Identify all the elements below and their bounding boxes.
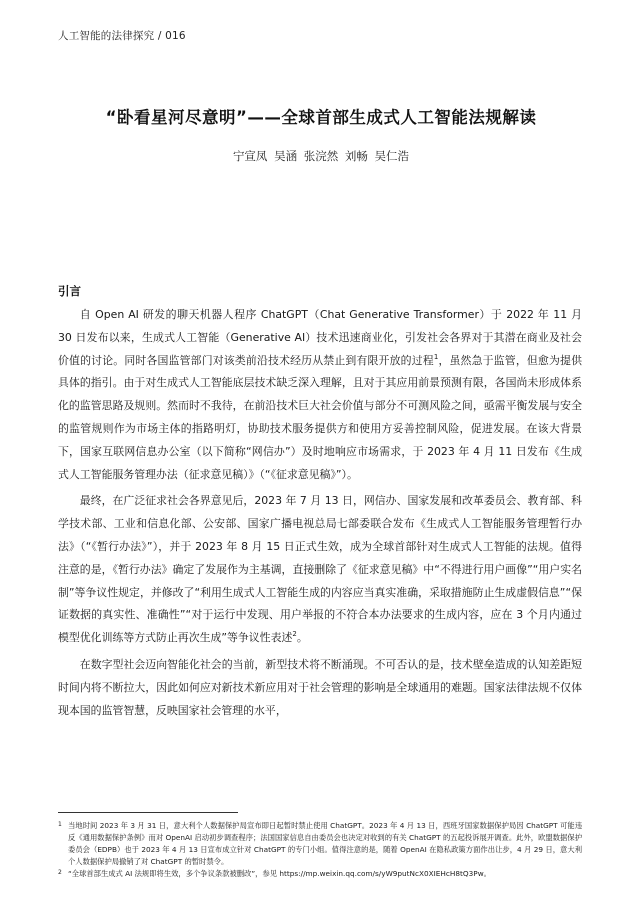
paragraph-3 bbox=[58, 654, 582, 722]
footnote-mark: 1 bbox=[58, 821, 62, 828]
author-list: 宁宣凤 吴涵 张浣然 刘畅 吴仁浩 bbox=[232, 149, 410, 163]
paragraph-text: 自 Open AI 研发的聊天机器人程序 ChatGPT（Chat Generative Transformer）于 2022 年 11 月 30 日发布以来，生成式人工智能（Generative AI）技术迅速商业化，引发社会各界对于其潜在商业及社会价值的讨论。同时各国监管部门对该类前沿技术经历从禁止到有限开放的过程 bbox=[58, 308, 582, 367]
paragraph-2 bbox=[58, 490, 582, 650]
article-title: “卧看星河尽意明”——全球首部生成式人工智能法规解读 bbox=[105, 108, 537, 127]
footnotes bbox=[58, 820, 582, 880]
body-text bbox=[58, 304, 582, 726]
footnote-1 bbox=[58, 820, 582, 868]
footnote-mark: 2 bbox=[58, 869, 62, 876]
paragraph-text: 最终，在广泛征求社会各界意见后，2023 年 7 月 13 日，网信办、国家发展和改革委员会、教育部、科学技术部、工业和信息化部、公安部、国家广播电视总局七部委联合发布《生成式人工智能服务管理暂行办法》（“《暂行办法》”），并于 2023 年 8 月 15 日正式生效，成为全球首部针对生成式人工智能的法规。值得注意的是，《暂行办法》确定了发展作为主基调，直接删除了《征求意见稿》中“不得进行用户画像”“用户实名制”等争议性规定，并修改了“利用生成式人工智能生成的内容应当真实准确，采取措施防止生成虚假信息”“保证数据的真实性、准确性”“对于运行中发现、用户举报的不符合本办法要求的生成内容，应在 3 个月内通过模型优化训练等方式防止再次生成”等争议性表述 bbox=[58, 494, 582, 645]
footnote-2 bbox=[58, 868, 582, 880]
footnote-ref[interactable]: 1 bbox=[433, 352, 439, 361]
footnote-ref[interactable]: 2 bbox=[292, 630, 297, 639]
footnote-text: “全球首部生成式 AI 法规即将生效，多个争议条款被删改”，参见 https://mp.weixin.qq.com/s/yW9putNcX0XIEHcH8tQ3Pw。 bbox=[68, 869, 491, 878]
paragraph-text: 。 bbox=[296, 631, 308, 645]
footnote-divider bbox=[58, 812, 238, 813]
section-heading: 引言 bbox=[58, 284, 81, 298]
running-head: 人工智能的法律探究 / 016 bbox=[58, 30, 186, 42]
paragraph-1 bbox=[58, 304, 582, 486]
paragraph-text: 在数字型社会迈向智能化社会的当前，新型技术将不断涌现。不可否认的是，技术壁垒造成的认知差距短时间内将不断拉大，因此如何应对新技术新应用对于社会管理的影响是全球通用的难题。国家法律法规不仅体现本国的监管智慧，反映国家社会管理的水平， bbox=[58, 657, 582, 717]
footnote-text: 当地时间 2023 年 3 月 31 日，意大利个人数据保护局宣布即日起暂时禁止使用 ChatGPT。2023 年 4 月 13 日，西班牙国家数据保护局因 ChatGPT 可能违反《通用数据保护条例》而对 OpenAI 启动初步调查程序；法国国家信息自由委员会也决定对收到的有关 ChatGPT 的五起投诉展开调查。此外，欧盟数据保护委员会（EDPB）也于 2023 年 4 月 13 日宣布成立针对 ChatGPT 的专门小组。值得注意的是，随着 OpenAI 在隐私政策方面作出让步，4 月 29 日，意大利个人数据保护局撤销了对 ChatGPT 的暂时禁令。 bbox=[68, 821, 582, 866]
paragraph-text: ，虽然急于监管，但愈为提供具体的指引。由于对生成式人工智能底层技术缺乏深入理解，且对于其应用前景预测有限，各国尚未形成体系化的监管思路及规则。然而时不我待，在前沿技术巨大社会价值与部分不可测风险之间，亟需平衡发展与安全的监管规则作为市场主体的指路明灯，协助技术服务提供方和使用方妥善控制风险，促进发展。在该大背景下，国家互联网信息办公室（以下简称“网信办”）及时地响应市场需求，于 2023 年 4 月 11 日发布《生成式人工智能服务管理办法（征求意见稿）》（“《征求意见稿》”）。 bbox=[58, 353, 582, 481]
